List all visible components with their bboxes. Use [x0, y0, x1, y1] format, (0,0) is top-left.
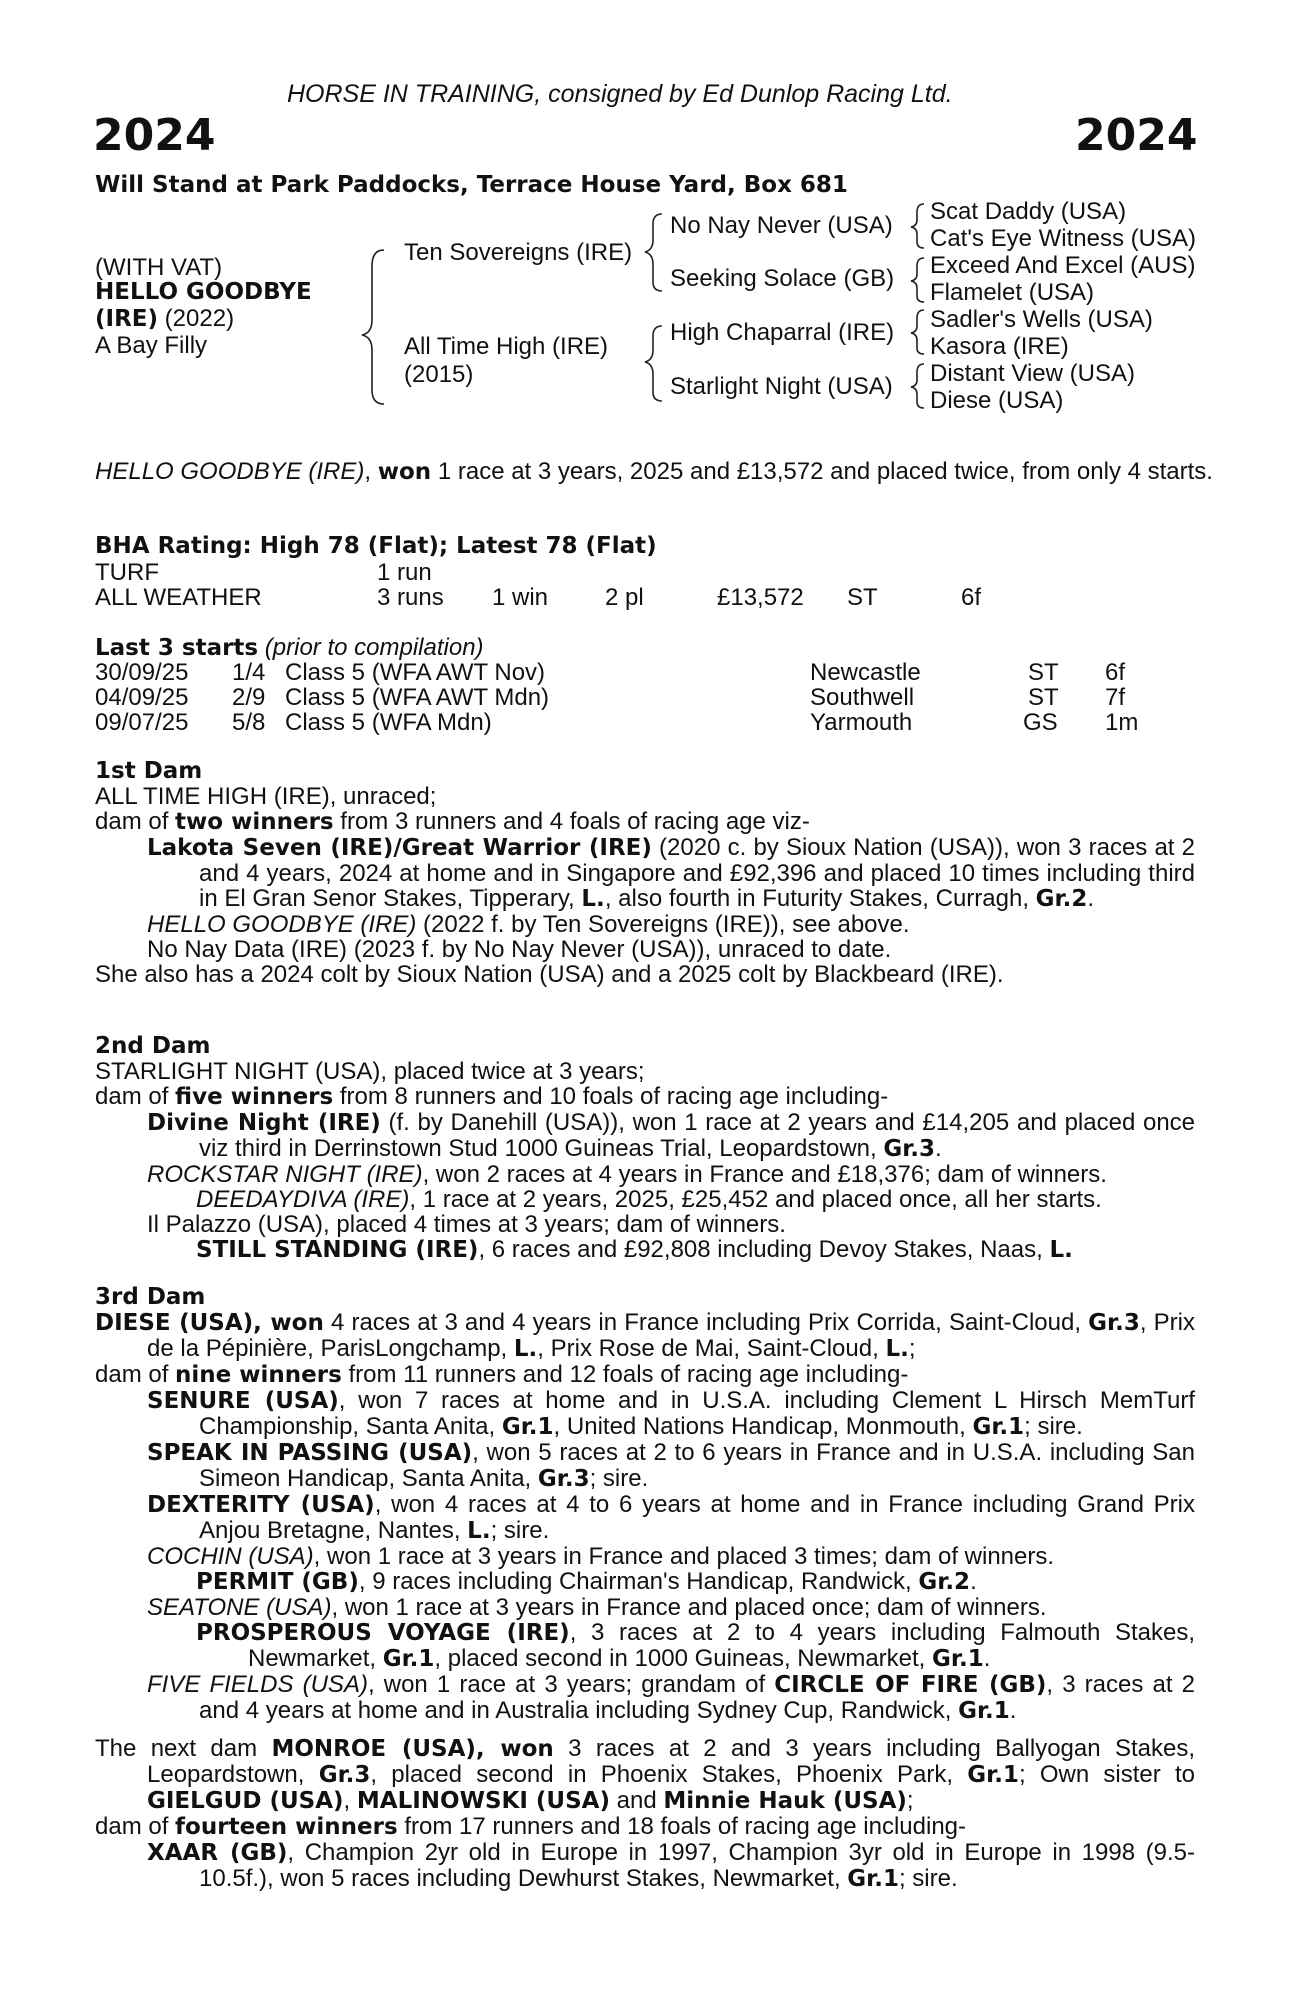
rating-runs: 3 runs — [377, 584, 444, 611]
summary-won: won — [377, 459, 432, 485]
second-dam-section — [95, 1034, 1195, 1263]
pedigree-sss: Scat Daddy (USA) — [930, 198, 1127, 225]
horse-description: A Bay Filly — [95, 332, 208, 359]
start-going: GS — [1023, 709, 1058, 736]
pedigree-brace-sire — [645, 214, 662, 291]
start-distance: 7f — [1105, 684, 1126, 711]
year-right: 2024 — [1075, 110, 1198, 161]
third-dam-heading: 3rd Dam — [95, 1284, 206, 1310]
summary: HELLO GOODBYE (IRE), won 1 race at 3 years, 2025 and £13,572 and placed twice, from only 4 starts. — [95, 458, 1213, 485]
start-going: ST — [1028, 659, 1059, 686]
produce-name: SENURE (USA) — [147, 1388, 339, 1414]
produce-hello: HELLO GOODBYE (IRE) (2022 f. by Ten Sovereigns (IRE)), see above. — [147, 911, 910, 938]
pedigree-dam: All Time High (IRE) — [404, 333, 609, 360]
pedigree-dds: Distant View (USA) — [930, 360, 1135, 387]
produce-speak: SPEAK IN PASSING (USA), won 5 races at 2 to 6 years in France and in U.S.A. including San Simeon Handicap, Santa Anita, Gr.3; sire. — [147, 1439, 1195, 1492]
produce-name: DEXTERITY (USA) — [147, 1492, 375, 1518]
rating-distance: 6f — [961, 584, 982, 611]
first-dam-line2: dam of two winners from 3 runners and 4 foals of racing age viz- — [95, 808, 810, 835]
next-dam-monroe: The next dam MONROE (USA), won 3 races at 2 and 3 years including Ballyogan Stakes, Leopardstown, Gr.3, placed second in Phoenix Stakes, Phoenix Park, Gr.1; Own sister to GIELGUD (USA), MALINOWSKI (USA) and Minnie Hauk (USA); — [95, 1735, 1196, 1814]
first-dam-line1: ALL TIME HIGH (IRE), unraced; — [95, 783, 437, 810]
produce-still: STILL STANDING (IRE), 6 races and £92,808 including Devoy Stakes, Naas, L. — [196, 1236, 1073, 1263]
produce-rockstar: ROCKSTAR NIGHT (IRE), won 2 races at 4 years in France and £18,376; dam of winners. — [147, 1161, 1107, 1188]
last-starts-heading-line — [95, 634, 484, 662]
produce-name: STILL STANDING (IRE) — [196, 1237, 479, 1263]
horse-name: HELLO GOODBYE — [95, 279, 312, 305]
location-line: Will Stand at Park Paddocks, Terrace House Yard, Box 681 — [95, 172, 848, 198]
produce-name: Divine Night (IRE) — [147, 1110, 381, 1136]
second-dam-line1: STARLIGHT NIGHT (USA), placed twice at 3 years; — [95, 1058, 645, 1085]
pedigree-ddd: Diese (USA) — [930, 387, 1064, 414]
consignment-line: HORSE IN TRAINING, consigned by Ed Dunlop Racing Ltd. — [287, 80, 953, 108]
produce-senure: SENURE (USA), won 7 races at home and in U.S.A. including Clement L Hirsch MemTurf Championship, Santa Anita, Gr.1, United Nations Handicap, Monmouth, Gr.1; sire. — [147, 1387, 1195, 1440]
horse-year: (2022) — [158, 305, 235, 332]
produce-xaar: XAAR (GB), Champion 2yr old in Europe in 1997, Champion 3yr old in Europe in 1998 (9.5-10.5f.), won 5 races including Dewhurst Stakes, Newmarket, Gr.1; sire. — [147, 1839, 1195, 1892]
pedigree-sire: Ten Sovereigns (IRE) — [404, 239, 633, 266]
pedigree-brace-ds — [911, 310, 924, 354]
pedigree-brace-ss — [911, 204, 924, 248]
start-date: 09/07/25 — [95, 709, 189, 736]
produce-prosperous: PROSPEROUS VOYAGE (IRE), 3 races at 2 to 4 years including Falmouth Stakes, Newmarket, Gr.1, placed second in 1000 Guineas, Newmarket, Gr.1. — [196, 1619, 1195, 1672]
produce-name: SPEAK IN PASSING (USA) — [147, 1440, 473, 1466]
produce-dexterity: DEXTERITY (USA), won 4 races at 4 to 6 years at home and in France including Grand Prix Anjou Bretagne, Nantes, L.; sire. — [147, 1491, 1195, 1544]
produce-palazzo: Il Palazzo (USA), placed 4 times at 3 years; dam of winners. — [147, 1211, 786, 1238]
produce-name: HELLO GOODBYE (IRE) — [147, 911, 417, 938]
pedigree-sdd: Flamelet (USA) — [930, 279, 1095, 306]
rating-surface: ALL WEATHER — [95, 584, 262, 611]
third-dam-diese: DIESE (USA), won 4 races at 3 and 4 years in France including Prix Corrida, Saint-Cloud, Gr.3, Prix de la Pépinière, ParisLongchamp, L., Prix Rose de Mai, Saint-Cloud, L.; — [95, 1309, 1195, 1362]
rating-heading: BHA Rating: High 78 (Flat); Latest 78 (Flat) — [95, 533, 657, 559]
rating-surface: TURF — [95, 559, 159, 586]
produce-name: XAAR (GB) — [147, 1840, 288, 1866]
start-date: 04/09/25 — [95, 684, 189, 711]
start-course: Yarmouth — [810, 709, 913, 736]
produce-five-fields: FIVE FIELDS (USA), won 1 race at 3 years; grandam of CIRCLE OF FIRE (GB), 3 races at 2 and 4 years at home and in Australia including Sydney Cup, Randwick, Gr.1. — [147, 1671, 1195, 1724]
next-dam-section — [95, 1736, 1195, 1892]
produce-deedaydiva: DEEDAYDIVA (IRE), 1 race at 2 years, 2025, £25,452 and placed once, all her starts. — [196, 1186, 1102, 1213]
pedigree-dam-dam: Starlight Night (USA) — [670, 373, 893, 400]
vat-label: (WITH VAT) — [95, 254, 223, 281]
start-race: Class 5 (WFA AWT Nov) — [285, 659, 546, 686]
rating-going: ST — [847, 584, 878, 611]
pedigree-sds: Exceed And Excel (AUS) — [930, 252, 1196, 279]
horse-country: (IRE) — [95, 306, 159, 332]
produce-name: COCHIN (USA) — [147, 1543, 314, 1570]
pedigree-ssd: Cat's Eye Witness (USA) — [930, 225, 1196, 252]
rating-runs: 1 run — [377, 559, 432, 586]
third-dam-line2: dam of nine winners from 11 runners and 12 foals of racing age including- — [95, 1361, 909, 1388]
last-starts-heading: Last 3 starts — [95, 635, 259, 661]
pedigree-dsd: Kasora (IRE) — [930, 333, 1069, 360]
pedigree-brace-sd — [911, 258, 924, 302]
produce-seatone: SEATONE (USA), won 1 race at 3 years in France and placed once; dam of winners. — [147, 1594, 1047, 1621]
produce-nonay: No Nay Data (IRE) (2023 f. by No Nay Never (USA)), unraced to date. — [147, 936, 892, 963]
start-position: 2/9 — [232, 684, 266, 711]
start-distance: 6f — [1105, 659, 1126, 686]
produce-name: DEEDAYDIVA (IRE) — [196, 1186, 410, 1213]
produce-name: FIVE FIELDS (USA) — [147, 1671, 368, 1698]
start-date: 30/09/25 — [95, 659, 189, 686]
start-position: 1/4 — [232, 659, 266, 686]
year-left: 2024 — [93, 110, 216, 161]
second-dam-line2: dam of five winners from 8 runners and 10 foals of racing age including- — [95, 1083, 889, 1110]
produce-cochin: COCHIN (USA), won 1 race at 3 years in France and placed 3 times; dam of winners. — [147, 1543, 1055, 1570]
start-position: 5/8 — [232, 709, 266, 736]
pedigree-brace-dd — [911, 364, 924, 408]
pedigree-brace-main — [362, 250, 384, 404]
summary-text: 1 race at 3 years, 2025 and £13,572 and placed twice, from only 4 starts. — [431, 458, 1213, 485]
third-dam-section — [95, 1285, 1195, 1724]
pedigree-sire-sire: No Nay Never (USA) — [670, 212, 893, 239]
pedigree-sire-dam: Seeking Solace (GB) — [670, 265, 895, 292]
produce-name: PERMIT (GB) — [196, 1569, 359, 1595]
pedigree-dam-year: (2015) — [404, 361, 474, 388]
produce-name: PROSPEROUS VOYAGE (IRE) — [196, 1620, 570, 1646]
last-starts-note: (prior to compilation) — [264, 634, 484, 661]
produce-name: SEATONE (USA) — [147, 1594, 332, 1621]
next-dam-line2: dam of fourteen winners from 17 runners and 18 foals of racing age including- — [95, 1813, 967, 1840]
rating-placed: 2 pl — [605, 584, 644, 611]
produce-lakota: Lakota Seven (IRE)/Great Warrior (IRE) (2020 c. by Sioux Nation (USA)), won 3 races at 2 and 4 years, 2024 at home and in Singapore and £92,396 and placed 10 times including third in El Gran Senor Stakes, Tipperary, L., also fourth in Futurity Stakes, Curragh, Gr.2. — [147, 834, 1195, 912]
start-course: Newcastle — [810, 659, 921, 686]
first-dam-heading: 1st Dam — [95, 758, 203, 784]
start-race: Class 5 (WFA Mdn) — [285, 709, 492, 736]
start-race: Class 5 (WFA AWT Mdn) — [285, 684, 550, 711]
pedigree-dss: Sadler's Wells (USA) — [930, 306, 1153, 333]
start-course: Southwell — [810, 684, 915, 711]
start-going: ST — [1028, 684, 1059, 711]
pedigree-dam-sire: High Chaparral (IRE) — [670, 319, 895, 346]
summary-horse-name: HELLO GOODBYE (IRE) — [95, 458, 365, 485]
produce-name: ROCKSTAR NIGHT (IRE) — [147, 1161, 423, 1188]
rating-prize: £13,572 — [717, 584, 804, 611]
first-dam-section — [95, 759, 1195, 987]
produce-name: Lakota Seven (IRE)/Great Warrior (IRE) — [147, 835, 652, 861]
produce-permit: PERMIT (GB), 9 races including Chairman's Handicap, Randwick, Gr.2. — [196, 1568, 977, 1595]
start-distance: 1m — [1105, 709, 1139, 736]
pedigree-brace-dam — [645, 326, 662, 401]
rating-wins: 1 win — [492, 584, 549, 611]
produce-divine: Divine Night (IRE) (f. by Danehill (USA)), won 1 race at 2 years and £14,205 and placed once viz third in Derrinstown Stud 1000 Guineas Trial, Leopardstown, Gr.3. — [147, 1109, 1196, 1162]
first-dam-also: She also has a 2024 colt by Sioux Nation (USA) and a 2025 colt by Blackbeard (IRE). — [95, 961, 1004, 988]
second-dam-heading: 2nd Dam — [95, 1033, 211, 1059]
